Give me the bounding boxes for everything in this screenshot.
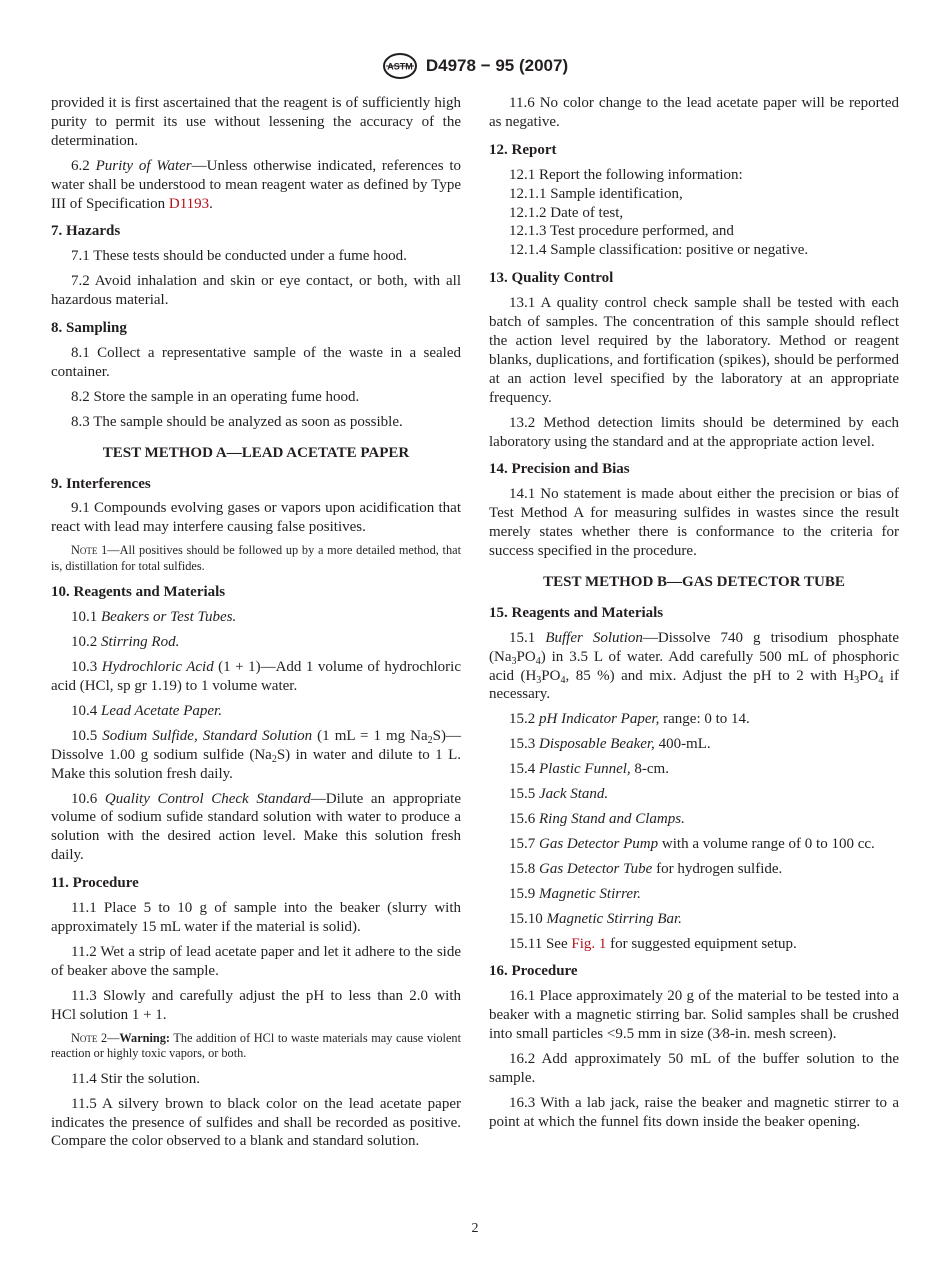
paragraph: 10.2 Stirring Rod. — [71, 634, 180, 651]
paragraph: 15.11 See Fig. 1 for suggested equipment setup. — [509, 935, 797, 952]
paragraph: 10.5 Sodium Sulfide, Standard Solution (1 mL = 1 mg $Na_2S)—Dissolve$ 1.00 g sodium sulfide $(Na_2S)$ in water and dilute to 1 L. Make this solution fresh daily. — [51, 727, 462, 782]
paragraph: 8.2 Store the sample in an operating fume hood. — [71, 388, 360, 405]
paragraph: 15.3 Disposable Beaker, 400-mL. — [509, 736, 711, 753]
astm-logo-icon — [382, 52, 418, 80]
paragraph: 15.8 Gas Detector Tube for hydrogen sulfide. — [509, 860, 783, 877]
paragraph: 11.5 A silvery brown to black color on the lead acetate paper indicates the presence of sulfides and shall be recorded as positive. Compare the color observed to a blank and standard solution. — [51, 1095, 461, 1150]
list-item: 12.1.2 Date of test, — [509, 204, 624, 221]
section-heading: 12. Report — [489, 141, 557, 158]
paragraph: 13.1 A quality control check sample shall be tested with each batch of samples. The concentration of this sample should reflect the action level required by the laboratory. Method or reagent blanks, duplications, and fortification (spikes), should be performed at an action level specified by the laboratory at an appropriate frequency. — [489, 295, 899, 406]
paragraph: 7.2 Avoid inhalation and skin or eye contact, or both, with all hazardous material. — [51, 273, 461, 309]
paragraph: 16.2 Add approximately 50 mL of the buffer solution to the sample. — [489, 1051, 899, 1086]
list-item: 12.1.3 Test procedure performed, and — [509, 223, 734, 240]
paragraph: provided it is first ascertained that the reagent is of sufficiently high purity to permit its use without lessening the accuracy of the determination. — [51, 95, 461, 149]
paragraph: 9.1 Compounds evolving gases or vapors upon acidification that react with lead may interfere causing false positives. — [51, 500, 461, 536]
method-heading: TEST METHOD A—LEAD ACETATE PAPER — [102, 444, 410, 461]
section-heading: 7. Hazards — [51, 223, 121, 240]
page-number: 2 — [471, 1221, 479, 1236]
paragraph: 15.7 Gas Detector Pump with a volume range of 0 to 100 cc. — [509, 835, 875, 852]
paragraph: 11.1 Place 5 to 10 g of sample into the beaker (slurry with approximately 15 mL water if the material is solid). — [51, 900, 461, 935]
paragraph: 10.1 Beakers or Test Tubes. — [71, 609, 237, 626]
figure-link[interactable]: Fig. 1 — [571, 935, 607, 952]
paragraph: 10.4 Lead Acetate Paper. — [71, 702, 222, 719]
section-heading: 9. Interferences — [51, 475, 151, 492]
list-item: 12.1.1 Sample identification, — [509, 185, 683, 202]
note: Note 2—Warning: The addition of HCl to waste materials may cause violent reaction or highly toxic vapors, or both. — [51, 1030, 461, 1061]
paragraph: 11.2 Wet a strip of lead acetate paper and let it adhere to the side of beaker above the sample. — [51, 943, 461, 979]
section-heading: 10. Reagents and Materials — [51, 584, 226, 601]
section-heading: 8. Sampling — [51, 320, 127, 337]
paragraph: 15.1 Buffer Solution—Dissolve 740 g trisodium phosphate $(Na_3PO_4)$ in 3.5 L of water. Add carefully 500 mL of phosphoric acid ($H_3PO_4$, 85 %) and mix. Adjust the pH to 2 with $H_3PO_4$ if necessary. — [489, 629, 900, 703]
paragraph: 15.9 Magnetic Stirrer. — [509, 885, 641, 902]
document-designation: D4978 − 95 (2007) — [425, 56, 569, 75]
section-heading: 15. Reagents and Materials — [489, 604, 664, 621]
paragraph: 11.3 Slowly and carefully adjust the pH to less than 2.0 with HCl solution 1 + 1. — [51, 987, 461, 1023]
list-item: 12.1.4 Sample classification: positive or negative. — [509, 242, 809, 259]
paragraph: 6.2 Purity of Water—Unless otherwise indicated, references to water shall be understood to mean reagent water as defined by Type III of Specification D1193. — [51, 157, 462, 212]
paragraph: 13.2 Method detection limits should be determined by each laboratory using the standard and at the appropriate action level. — [489, 414, 899, 450]
section-heading: 13. Quality Control — [489, 270, 614, 287]
paragraph: 15.6 Ring Stand and Clamps. — [509, 811, 685, 827]
list-item: 12.1 Report the following information: — [509, 166, 743, 183]
left-column — [51, 94, 461, 1157]
paragraph: 10.6 Quality Control Check Standard—Dilute an appropriate volume of sodium sufide standard solution with water to produce a solution with the desired action level. Make this solution fresh daily. — [51, 790, 461, 864]
paragraph: 14.1 No statement is made about either the precision or bias of Test Method A for measuring sulfides in wastes since the result merely states whether there is conformance to the criteria for success specified in the procedure. — [489, 486, 899, 560]
paragraph: 7.1 These tests should be conducted under a fume hood. — [71, 248, 407, 265]
paragraph: 15.4 Plastic Funnel, 8-cm. — [509, 761, 669, 778]
section-heading: 14. Precision and Bias — [489, 461, 630, 478]
paragraph: 15.10 Magnetic Stirring Bar. — [509, 910, 682, 927]
svg-text:ASTM: ASTM — [387, 61, 413, 72]
paragraph: 8.3 The sample should be analyzed as soon as possible. — [71, 413, 403, 430]
paragraph: 10.3 Hydrochloric Acid (1 + 1)—Add 1 volume of hydrochloric acid (HCl, sp gr 1.19) to 1 volume water. — [51, 659, 461, 695]
paragraph: 15.2 pH Indicator Paper, range: 0 to 14. — [509, 711, 750, 728]
specification-link[interactable]: D1193 — [168, 195, 210, 212]
right-column — [489, 94, 899, 1138]
method-heading: TEST METHOD B—GAS DETECTOR TUBE — [543, 573, 845, 590]
paragraph: 16.3 With a lab jack, raise the beaker and magnetic stirrer to a point at which the funnel fits down inside the beaker opening. — [489, 1094, 899, 1130]
paragraph: 11.6 No color change to the lead acetate paper will be reported as negative. — [489, 95, 899, 130]
paragraph: 8.1 Collect a representative sample of the waste in a sealed container. — [51, 344, 461, 380]
paragraph: 15.5 Jack Stand. — [509, 786, 609, 803]
paragraph: 16.1 Place approximately 20 g of the material to be tested into a beaker with a magnetic stirring bar. Solid samples shall be crushed into small particles <9.5 mm in size (3⁄8-in. mesh screen). — [489, 988, 899, 1043]
note: Note 1—All positives should be followed up by a more detailed method, that is, distillation for total sulfides. — [51, 543, 461, 573]
section-heading: 16. Procedure — [489, 963, 578, 980]
section-heading: 11. Procedure — [51, 875, 139, 892]
page-header — [0, 52, 950, 85]
paragraph: 11.4 Stir the solution. — [71, 1070, 201, 1087]
